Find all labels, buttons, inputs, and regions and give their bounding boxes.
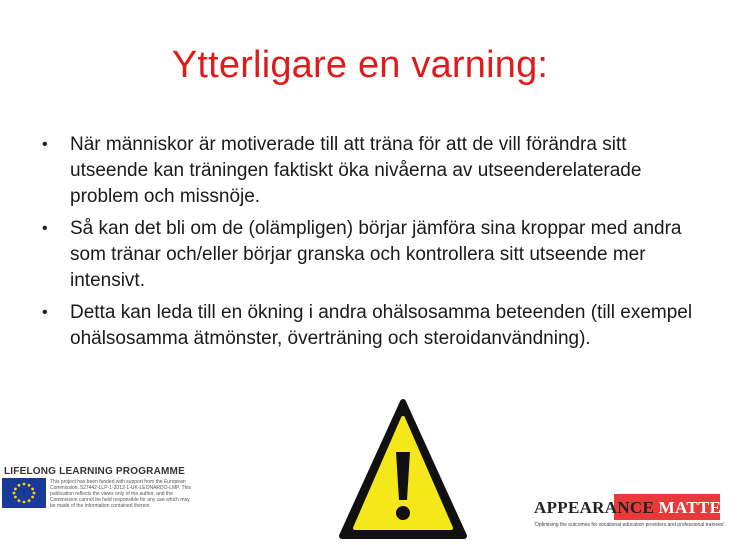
bullet-text: Detta kan leda till en ökning i andra ohälsosamma beteenden (till exempel ohälsosamma ätmönster, överträning och steroidanvändning). [70, 302, 693, 349]
funding-disclaimer: This project has been funded with support from the European Commission. 527442-LLP-1-2012-1-UK-LEONARDO-LMP. This publication reflects the views only of the author, and the Commission cannot be held responsible for any use which may be made of the information contained therein. [50, 479, 191, 509]
appearance-matters-logo [530, 494, 744, 540]
bullet-text: Så kan det bli om de (olämpligen) börjar jämföra sina kroppar med andra som tränar och/eller börjar granska och kontrollera sitt utseende mer intensivt. [70, 218, 682, 291]
eu-flag-icon [2, 478, 46, 508]
bullet-item [40, 132, 700, 210]
bullet-item [40, 300, 700, 352]
bullet-item [40, 216, 700, 294]
lifelong-learning-title: LIFELONG LEARNING PROGRAMME [4, 466, 185, 477]
slide-title: Ytterligare en varning: [171, 44, 549, 86]
warning-triangle-icon [338, 396, 468, 540]
logo-tagline: 'Optimising the outcomes for vocational education providers and professional trainees' [534, 522, 725, 528]
lifelong-learning-logo [0, 466, 198, 540]
bullet-marker: • [42, 136, 48, 153]
logo-word-appearance: APPEARANCE [534, 498, 655, 517]
bullet-list [40, 132, 700, 358]
bullet-text: När människor är motiverade till att träna för att de vill förändra sitt utseende kan träningen faktiskt öka nivåerna av utseenderelaterade problem och missnöje. [70, 134, 642, 207]
bullet-marker: • [42, 220, 48, 237]
logo-word-matters: MATTERS [658, 498, 744, 517]
bullet-marker: • [42, 304, 48, 321]
logo-wordmark [534, 498, 744, 518]
